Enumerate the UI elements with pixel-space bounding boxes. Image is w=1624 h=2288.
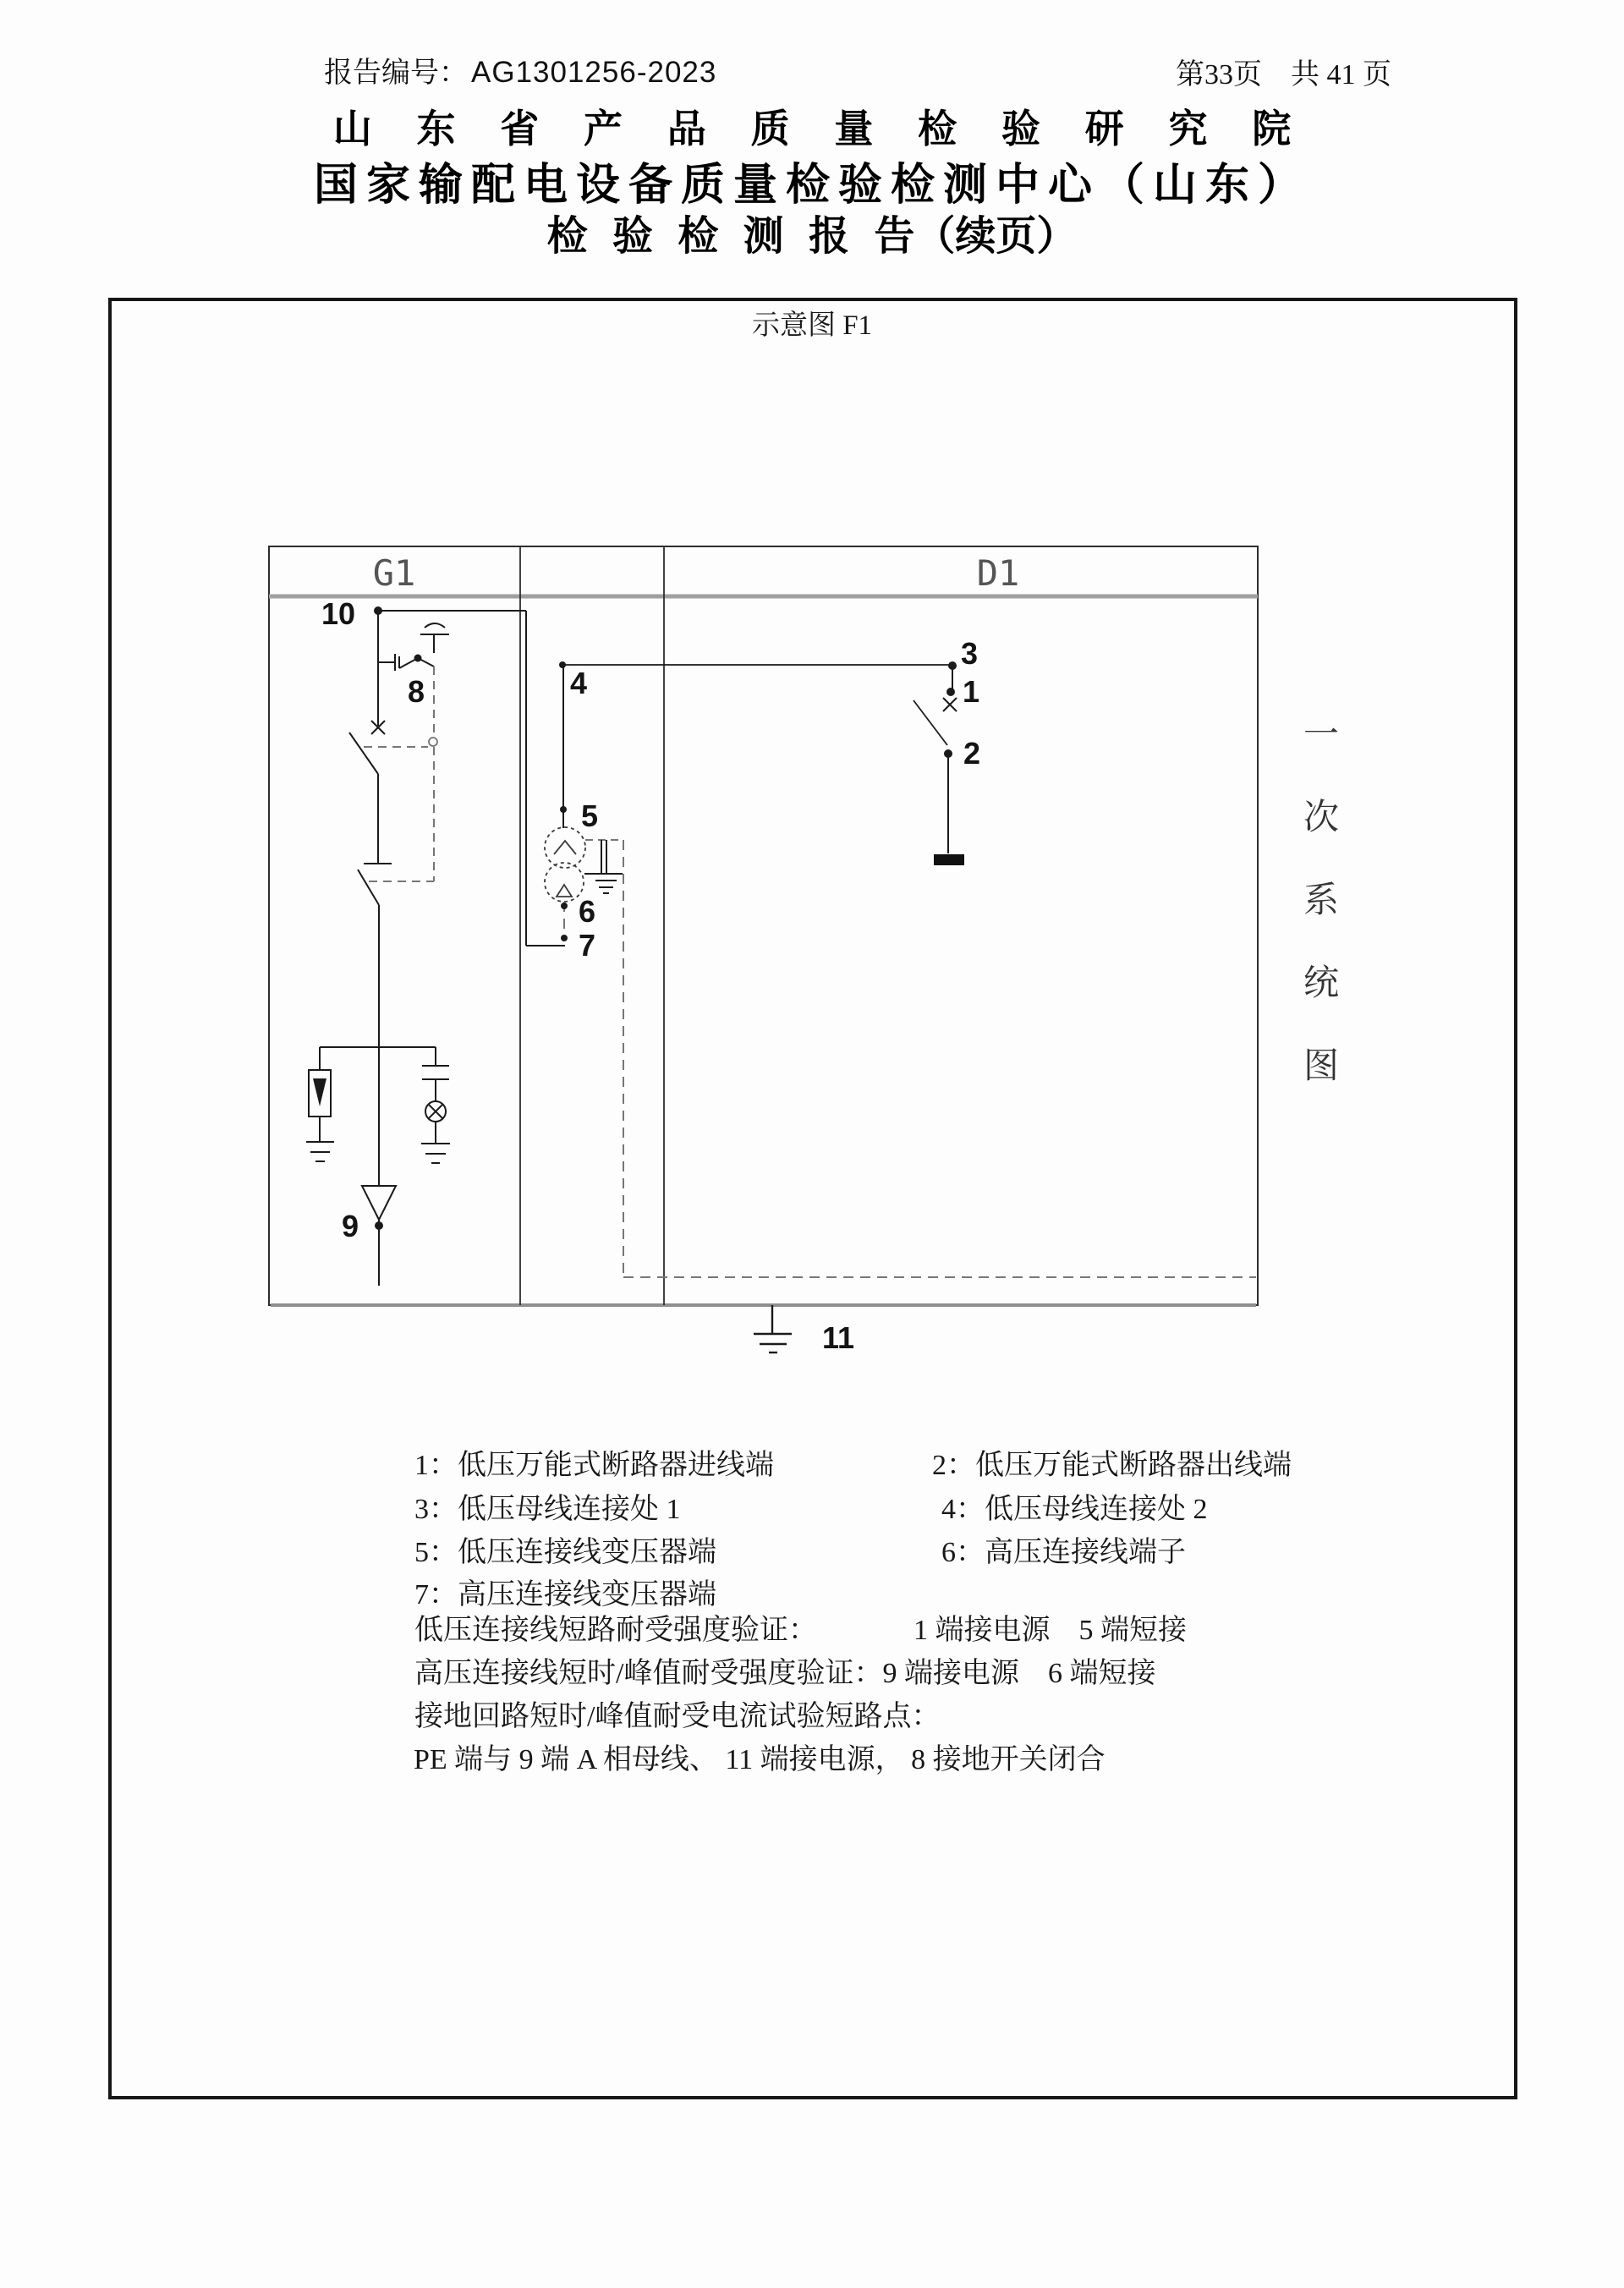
earthing-switch-symbol <box>378 623 449 671</box>
surge-arrester-symbol <box>306 1047 334 1161</box>
disconnector-symbol <box>358 864 392 905</box>
org-title-line1: 山 东 省 产 品 质 量 检 验 研 究 院 <box>332 107 1292 151</box>
test-note-ground: 接地回路短时/峰值耐受电流试验短路点： <box>414 1701 941 1732</box>
panel-label-d1: D1 <box>976 552 1020 594</box>
node-label-9: 9 <box>342 1209 359 1243</box>
node-label-8: 8 <box>408 674 425 709</box>
test-note-lv-detail: 1 端接电源 5 端短接 <box>914 1615 1187 1646</box>
node-label-11: 11 <box>822 1320 855 1355</box>
g1-circuit <box>306 607 565 1286</box>
legend-item-6: 6：高压连接线端子 <box>941 1537 1186 1568</box>
ground-symbol <box>306 1142 334 1161</box>
test-note-lv: 低压连接线短路耐受强度验证： <box>414 1615 817 1646</box>
node-label-4: 4 <box>570 666 588 700</box>
report-number-line <box>324 49 716 91</box>
d1-breaker-branch <box>914 662 964 865</box>
node-label-5: 5 <box>581 798 599 833</box>
lamp-symbol <box>425 1101 446 1122</box>
test-note-hv: 高压连接线短时/峰值耐受强度验证：9 端接电源 6 端短接 <box>414 1658 1156 1689</box>
arrester-arrow <box>313 1078 326 1106</box>
legend-item-5: 5：低压连接线变压器端 <box>414 1537 716 1568</box>
test-note-pe: PE 端与 9 端 A 相母线、 11 端接电源， 8 接地开关闭合 <box>414 1744 1106 1775</box>
legend-item-1: 1：低压万能式断路器进线端 <box>414 1450 774 1481</box>
node-dot-5 <box>560 806 567 813</box>
legend-item-4: 4：低压母线连接处 2 <box>941 1494 1208 1525</box>
delta-winding-mark <box>557 885 572 897</box>
busbar-terminal <box>934 854 964 865</box>
feeder-terminal-symbol <box>362 1186 396 1220</box>
node-labels <box>321 596 980 1355</box>
legend-item-7: 7：高压连接线变压器端 <box>414 1579 716 1610</box>
node-dot-7 <box>561 935 568 941</box>
one-line-diagram <box>254 533 1370 1379</box>
report-title-line3: 检 验 检 测 报 告（续页） <box>546 214 1078 259</box>
node-dot-1 <box>947 689 954 695</box>
node-label-7: 7 <box>579 928 596 963</box>
page-info: 第33页 共 41 页 <box>1176 59 1391 91</box>
report-number-value: AG1301256-2023 <box>471 56 717 89</box>
hv-cable-dashed-line <box>564 840 1256 1277</box>
node-label-10: 10 <box>321 596 356 631</box>
node-label-3: 3 <box>961 636 979 671</box>
panel-label-g1: G1 <box>372 552 416 594</box>
wye-winding-mark <box>554 841 576 854</box>
node-label-6: 6 <box>579 894 596 929</box>
org-title-line2: 国家输配电设备质量检验检测中心（山东） <box>313 161 1310 210</box>
acb-breaker-symbol <box>914 698 957 745</box>
legend-item-2: 2：低压万能式断路器出线端 <box>932 1450 1292 1481</box>
side-char: 图 <box>1303 1047 1339 1086</box>
capacitor-lamp-branch <box>421 1047 450 1163</box>
earth-arc <box>425 623 445 628</box>
ground-symbol <box>595 881 617 893</box>
side-char: 系 <box>1303 881 1339 920</box>
interlock-node <box>429 738 437 746</box>
side-char: 统 <box>1303 964 1339 1003</box>
transformer-branch <box>545 661 1256 1277</box>
node-label-1: 1 <box>963 674 980 709</box>
transformer-earth-bracket <box>584 840 623 893</box>
node-dot-6 <box>561 903 568 909</box>
report-number-label: 报告编号： <box>324 58 468 89</box>
side-char: 次 <box>1303 798 1339 837</box>
transformer-symbol <box>545 827 585 902</box>
side-char: 一 <box>1303 716 1339 754</box>
side-vertical-label <box>1301 717 1341 1084</box>
capacitor-symbol <box>422 1066 449 1079</box>
figure-caption: 示意图 F1 <box>751 310 873 341</box>
node-label-2: 2 <box>963 736 981 771</box>
ground-symbol <box>421 1144 450 1163</box>
main-ground-symbol <box>754 1305 792 1352</box>
legend-item-3: 3：低压母线连接处 1 <box>414 1494 681 1525</box>
